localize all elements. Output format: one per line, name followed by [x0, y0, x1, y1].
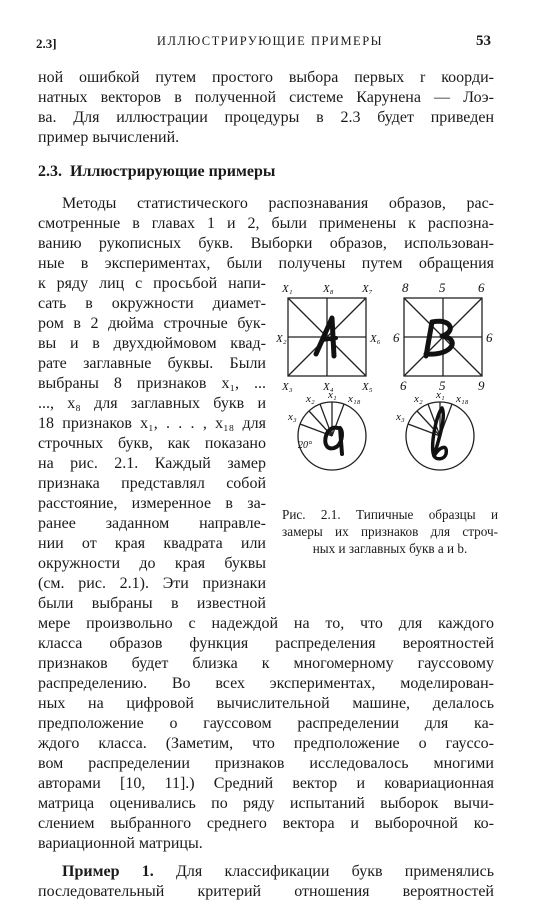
text-line: сать в окружности диамет- — [38, 295, 266, 312]
label: x₃ — [396, 411, 405, 423]
label: 6 — [486, 330, 493, 345]
text-line: ранее заданном направле- — [38, 515, 266, 532]
example-line — [62, 862, 494, 882]
text-line: строчных букв, как показано — [38, 435, 266, 452]
running-header-title: ИЛЛЮСТРИРУЮЩИЕ ПРИМЕРЫ — [156, 34, 384, 48]
label: x₃ — [288, 411, 297, 423]
figure-caption-line: ных и заглавных букв a и b. — [312, 541, 468, 556]
text-line: признаков будет близка к многомерному гауссовому — [38, 655, 494, 672]
text-line: выбраны 8 признаков x₁, ... — [38, 375, 266, 392]
text-line: пример вычислений. — [38, 129, 180, 146]
text-line: ждого класса. (Заметим, что предположение о гауссо- — [38, 735, 494, 752]
text-line: признака представлял собой — [38, 475, 266, 492]
text-line: мере произвольно с надеждой на то, что для каждого — [38, 615, 494, 632]
text-line: Методы статистического распознавания образов, рас- — [62, 195, 494, 212]
label: X₆ — [370, 333, 381, 345]
text-line: (см. рис. 2.1). Эти признаки — [38, 575, 266, 592]
section-number: 2.3. — [38, 163, 62, 180]
text-line: ных на цифровой вычислительной машине, делалось — [38, 695, 494, 712]
label: X₃ — [282, 381, 293, 393]
label: 6 — [393, 330, 400, 345]
label: 8 — [402, 280, 409, 295]
text-line: ные в экспериментах, были получены путем обращения — [38, 255, 494, 272]
section-heading — [38, 163, 275, 181]
label: X₇ — [362, 283, 373, 295]
text-line: рате заглавные буквы. Были — [38, 355, 266, 372]
text-line: натных векторов в полученной системе Карунена — Лоэ- — [38, 89, 494, 106]
text-line: 18 признаков x₁, . . . , x₁₈ для — [38, 415, 266, 432]
label: x₁ — [436, 389, 445, 401]
section-title: Иллюстрирующие примеры — [70, 163, 276, 180]
label: X₈ — [323, 283, 334, 295]
text-line: к ряду лиц с просьбой напи- — [38, 275, 266, 292]
label: X₅ — [362, 381, 373, 393]
label: X₂ — [276, 333, 287, 345]
figure-caption-line: Рис. 2.1. Типичные образцы и — [282, 507, 498, 522]
figure-2-1 — [276, 276, 500, 502]
figure-caption-line: замеры их признаков для строч- — [282, 524, 498, 539]
text-line: смотренные в главах 1 и 2, были применены к распозна- — [38, 215, 494, 232]
text-line: на рис. 2.1. Каждый замер — [38, 455, 266, 472]
text-line: вариационной матрицы. — [38, 835, 203, 852]
text-line: ва. Для иллюстрации процедуры в 2.3 будет приведен — [38, 109, 494, 126]
text-line: окружности до края буквы — [38, 555, 266, 572]
label: x₂ — [306, 393, 315, 405]
text-line: слением выбранного среднего вектора и выборочной ко- — [38, 815, 494, 832]
label: 20° — [298, 440, 312, 451]
label: x₁₈ — [456, 393, 469, 405]
label: x₁ — [328, 389, 337, 401]
text-line: ванию рукописных букв. Выборки образов, использован- — [38, 235, 494, 252]
text-line: вом распределении признаков исследовалось многими — [38, 755, 494, 772]
text-line: ..., x₈ для заглавных букв и — [38, 395, 266, 412]
text-line: предположение о гауссовом распределении для ка- — [38, 715, 494, 732]
text-line: распределению. Во всех экспериментах, моделирован- — [38, 675, 494, 692]
text-line: вы и в двухдюймовом квад- — [38, 335, 266, 352]
label: x₁₈ — [348, 393, 361, 405]
text-line: расстояние, измеренное в за- — [38, 495, 266, 512]
text-line: были выбраны в известной — [38, 595, 266, 612]
label: 9 — [478, 378, 485, 393]
page-number: 53 — [476, 33, 491, 49]
figure-drawing — [276, 276, 500, 502]
letter-b-stroke — [433, 408, 447, 459]
text-line: авторами [10, 11].) Средний вектор и ковариационная — [38, 775, 494, 792]
example-label: Пример 1. — [62, 863, 154, 880]
label: 6 — [400, 378, 407, 393]
label: X₄ — [323, 381, 334, 393]
text-line: ной ошибкой путем простого выбора первых r коорди- — [38, 69, 494, 86]
text-line: нии от края квадрата или — [38, 535, 266, 552]
label: X₁ — [282, 283, 293, 295]
label: 5 — [439, 378, 446, 393]
label: 6 — [478, 280, 485, 295]
label: x₂ — [414, 393, 423, 405]
text-line: матрица оценивались по ряду испытаний выборок вычи- — [38, 795, 494, 812]
example-text: Для классификации букв применялись — [176, 863, 494, 880]
label: 5 — [439, 280, 446, 295]
text-line: последовательный критерий отношения вероятностей — [38, 883, 494, 900]
running-header-section: 2.3] — [36, 36, 57, 51]
text-line: класса образов функция распределения вероятностей — [38, 635, 494, 652]
text-line: ром в 2 дюйма строчные бук- — [38, 315, 266, 332]
